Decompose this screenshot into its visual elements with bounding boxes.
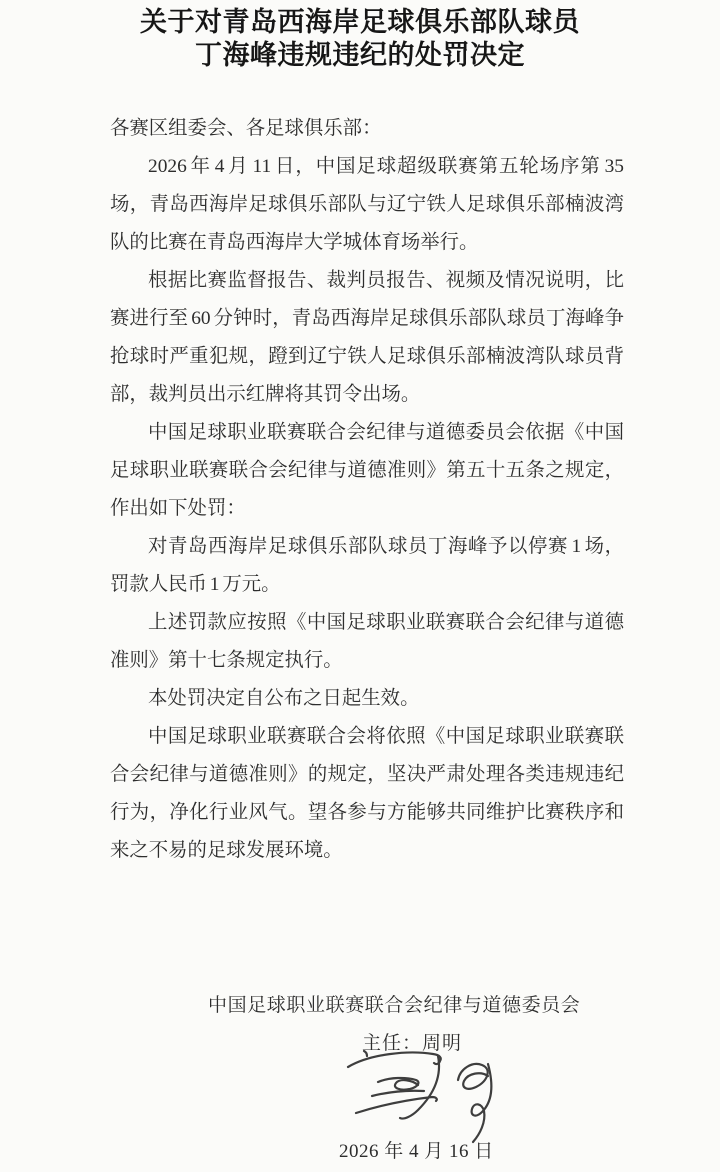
handwritten-signature-icon (330, 1044, 550, 1149)
body-paragraph: 2026 年 4 月 11 日，中国足球超级联赛第五轮场序第 35 场，青岛西海岸足球俱乐部队与辽宁铁人足球俱乐部楠波湾队的比赛在青岛西海岸大学城体育场举行。 (110, 156, 624, 253)
closing-date: 2026 年 4 月 16 日 (339, 1141, 494, 1162)
body-paragraph: 根据比赛监督报告、裁判员报告、视频及情况说明，比赛进行至 60 分钟时，青岛西海岸足球俱乐部队球员丁海峰争抢球时严重犯规，蹬到辽宁铁人足球俱乐部楠波湾队球员背部，裁判员出示红牌将其罚令出场。 (110, 270, 624, 405)
salutation: 各赛区组委会、各足球俱乐部： (110, 118, 382, 139)
document-title (0, 6, 720, 72)
closing-organization: 中国足球职业联赛联合会纪律与道德委员会 (208, 995, 581, 1016)
closing-signer-title: 主任：周明 (362, 1033, 463, 1054)
document-title-line-1: 关于对青岛西海岸足球俱乐部队球员 (140, 7, 580, 37)
body-paragraph: 上述罚款应按照《中国足球职业联赛联合会纪律与道德准则》第十七条规定执行。 (110, 612, 624, 671)
document-title-line-2: 丁海峰违规违纪的处罚决定 (195, 40, 525, 70)
body-paragraph: 中国足球职业联赛联合会将依照《中国足球职业联赛联合会纪律与道德准则》的规定，坚决严肃处理各类违规违纪行为，净化行业风气。望各参与方能够共同维护比赛秩序和来之不易的足球发展环境。 (110, 726, 624, 861)
body-paragraph: 中国足球职业联赛联合会纪律与道德委员会依据《中国足球职业联赛联合会纪律与道德准则》第五十五条之规定，作出如下处罚： (110, 422, 624, 519)
body-paragraph: 本处罚决定自公布之日起生效。 (148, 688, 420, 709)
body-paragraph: 对青岛西海岸足球俱乐部队球员丁海峰予以停赛 1 场，罚款人民币 1 万元。 (110, 536, 624, 595)
document-body (110, 110, 624, 870)
